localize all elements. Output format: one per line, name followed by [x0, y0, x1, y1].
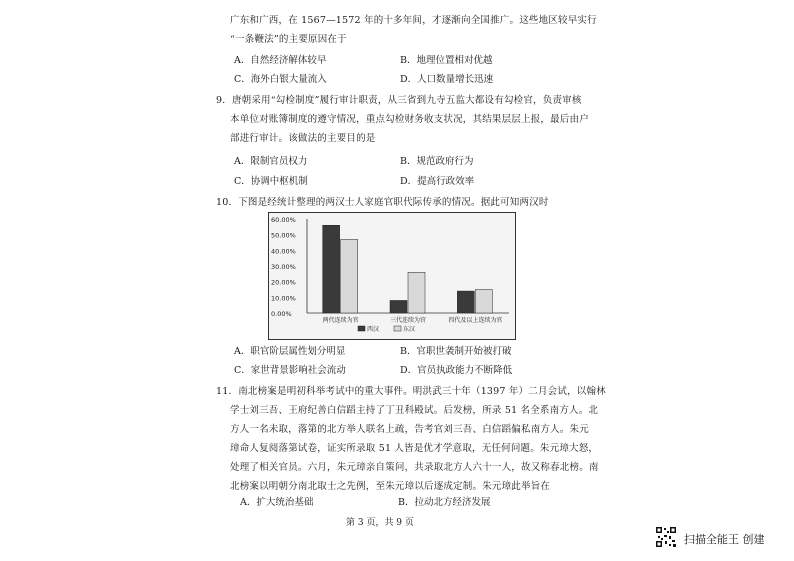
q10-option-a: A．职官阶层属性划分明显	[234, 346, 346, 357]
q8-option-b: B．地理位置相对优越	[400, 55, 493, 66]
bar-东汉-1	[408, 272, 425, 313]
q11-line1: 11．南北榜案是明初科举考试中的重大事件。明洪武三十年（1397 年）二月会试，以翰林	[216, 386, 606, 397]
q9-option-b: B．规范政府行为	[400, 156, 474, 167]
q10-option-c: C．家世背景影响社会流动	[234, 365, 346, 376]
q10-option-d: D．官员执政能力不断降低	[400, 365, 513, 376]
q8-intro-line2: “一条鞭法”的主要原因在于	[230, 34, 347, 45]
q8-option-c: C．海外白银大量流入	[234, 74, 327, 85]
y-tick-label: 10.00%	[271, 294, 296, 303]
legend-swatch	[394, 326, 401, 331]
bar-西汉-0	[323, 225, 340, 313]
x-tick-label: 两代连续为官	[322, 317, 359, 324]
bar-东汉-0	[341, 239, 358, 313]
x-tick-label: 三代连续为官	[389, 317, 427, 324]
q10-bar-chart	[268, 212, 516, 340]
q11-line3: 方人一名未取，落第的北方举人联名上疏，告考官刘三吾、白信蹈偏私南方人。朱元	[230, 424, 589, 435]
legend-swatch	[358, 326, 365, 331]
bar-西汉-1	[390, 300, 407, 313]
qr-code-icon	[655, 526, 677, 548]
q10-bar-chart-svg	[269, 213, 515, 339]
y-tick-label: 0.00%	[271, 310, 292, 318]
q8-intro-line1: 广东和广西，在 1567—1572 年的十多年间，才逐渐向全国推广。这些地区较早实行	[230, 15, 597, 26]
scanner-brand-text: 扫描全能王 创建	[684, 533, 765, 546]
q9-line1: 9．唐朝采用“勾检制度”履行审计职责，从三省到九寺五监大都设有勾检官，负责审核	[216, 95, 582, 106]
legend-label: 西汉	[367, 326, 380, 333]
y-tick-label: 60.00%	[271, 216, 296, 224]
q11-line4: 璋命人复阅落第试卷，证实所录取 51 人皆是优才学意取，无任何问题。朱元璋大怒，	[230, 443, 599, 454]
q8-option-d: D．人口数量增长迅速	[400, 74, 494, 85]
q8-option-a: A．自然经济解体较早	[234, 55, 327, 66]
y-tick-label: 30.00%	[271, 263, 296, 271]
y-tick-label: 20.00%	[271, 278, 296, 287]
y-tick-label: 40.00%	[271, 247, 296, 256]
q9-line2: 本单位对账簿制度的遵守情况，重点勾检财务收支状况，其结果层层上报，最后由户	[230, 114, 589, 125]
legend-label: 东汉	[403, 326, 416, 333]
q9-option-a: A．限制官员权力	[234, 156, 308, 167]
q9-line3: 部进行审计。该做法的主要目的是	[230, 133, 376, 144]
q11-option-a: A．扩大统治基础	[240, 497, 314, 508]
y-tick-label: 50.00%	[271, 231, 296, 240]
q11-line6: 北榜案以明朝分南北取士之先例，至朱元璋以后逐成定制。朱元璋此举旨在	[230, 481, 551, 492]
q9-option-c: C．协调中枢机制	[234, 176, 308, 187]
q11-line5: 处理了相关官员。六月，朱元璋亲自策问，共录取北方人六十一人，故又称春北榜。南	[230, 462, 599, 473]
q9-option-d: D．提高行政效率	[400, 176, 475, 187]
x-tick-label: 四代及以上连续为官	[448, 317, 503, 324]
q11-line2: 学士刘三吾、王府纪善白信蹈主持了丁丑科殿试。后发榜，所录 51 名全系南方人。北	[230, 405, 599, 416]
q11-option-b: B．拉动北方经济发展	[398, 497, 491, 508]
bar-东汉-2	[475, 290, 492, 314]
q10-stem: 10．下图是经统计整理的两汉士人家庭官职代际传承的情况。据此可知两汉时	[216, 197, 549, 208]
bar-西汉-2	[457, 291, 474, 313]
q10-option-b: B．官职世袭制开始被打破	[400, 346, 512, 357]
page-number: 第 3 页，共 9 页	[346, 518, 414, 528]
